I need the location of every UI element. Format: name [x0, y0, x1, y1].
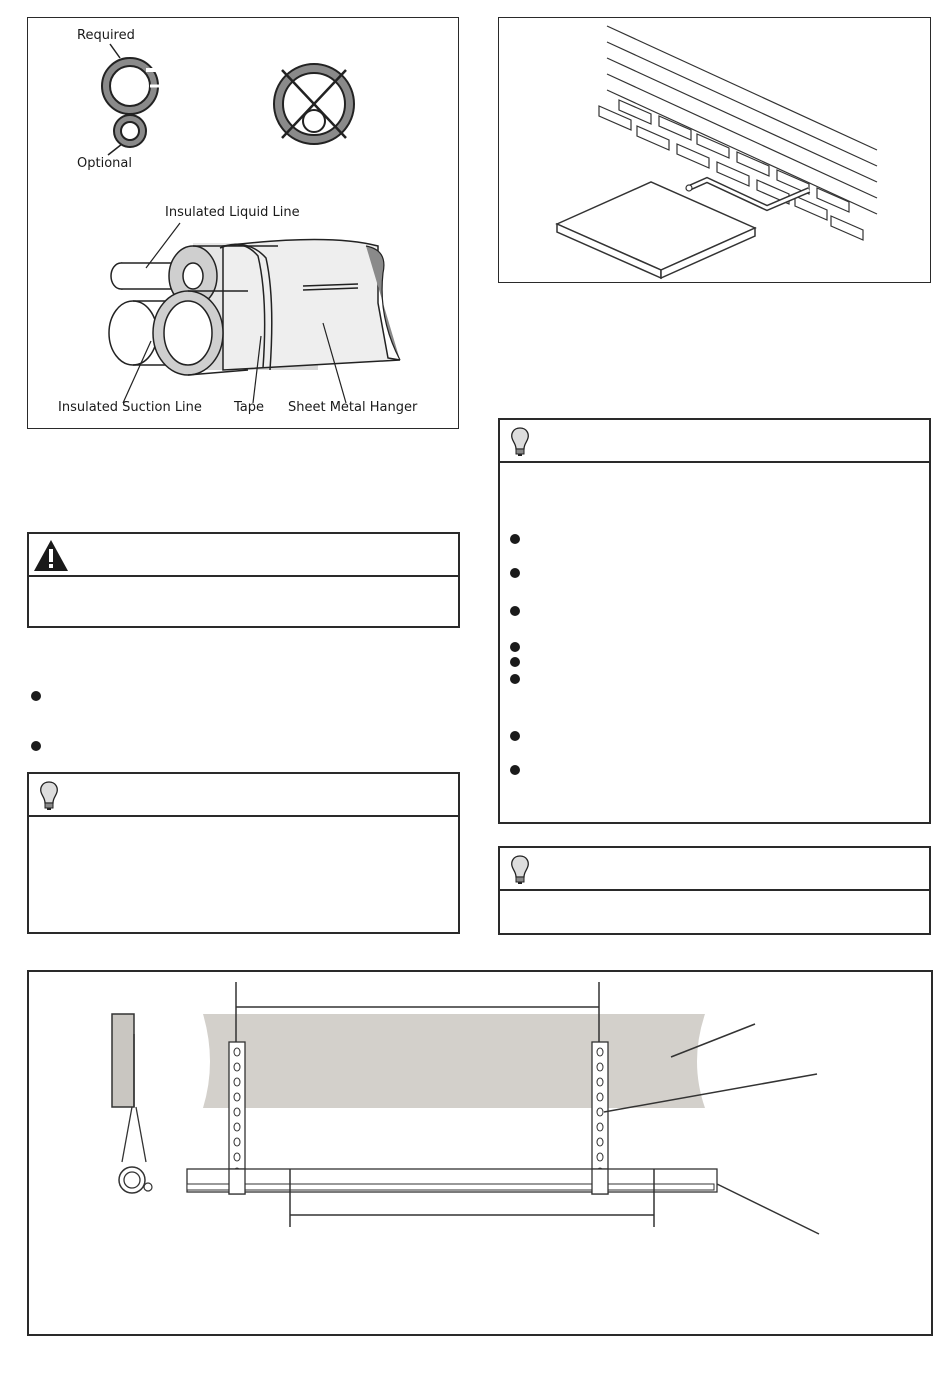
tip-header — [500, 848, 929, 891]
bullet-dot-icon — [510, 674, 520, 684]
lightbulb-icon — [508, 853, 532, 887]
label-required: Required — [77, 28, 135, 43]
warning-box — [27, 532, 460, 628]
warning-header — [29, 534, 458, 577]
tip-box-right — [498, 418, 931, 824]
bullet-dot-icon — [510, 568, 520, 578]
hanger-figure — [27, 970, 933, 1336]
insulation-illustration — [28, 18, 460, 430]
lightbulb-icon — [37, 779, 61, 813]
bullet-dot-icon — [510, 731, 520, 741]
bullet-dot-icon — [510, 642, 520, 652]
bullet-dot-icon — [31, 741, 41, 751]
bullet-dot-icon — [510, 534, 520, 544]
label-tape: Tape — [234, 400, 265, 415]
warning-triangle-icon — [31, 536, 71, 576]
tip-header — [29, 774, 458, 817]
hanger-illustration — [29, 972, 935, 1338]
label-sheet-metal-hanger: Sheet Metal Hanger — [288, 400, 418, 415]
strap-holes-right — [597, 1048, 603, 1176]
bullet-dot-icon — [510, 606, 520, 616]
insulation-figure — [27, 17, 459, 429]
bullet-dot-icon — [510, 657, 520, 667]
lightbulb-icon — [508, 425, 532, 459]
bullet-dot-icon — [31, 691, 41, 701]
wall-pad-illustration — [499, 18, 932, 284]
wall-pad-figure — [498, 17, 931, 283]
bullet-dot-icon — [510, 765, 520, 775]
label-optional: Optional — [77, 156, 132, 171]
tip-box-left — [27, 772, 460, 934]
label-insulated-suction-line: Insulated Suction Line — [58, 400, 202, 415]
tip-box-right-small — [498, 846, 931, 935]
strap-holes-left — [234, 1048, 240, 1176]
tip-header — [500, 420, 929, 463]
label-insulated-liquid-line: Insulated Liquid Line — [165, 205, 300, 220]
